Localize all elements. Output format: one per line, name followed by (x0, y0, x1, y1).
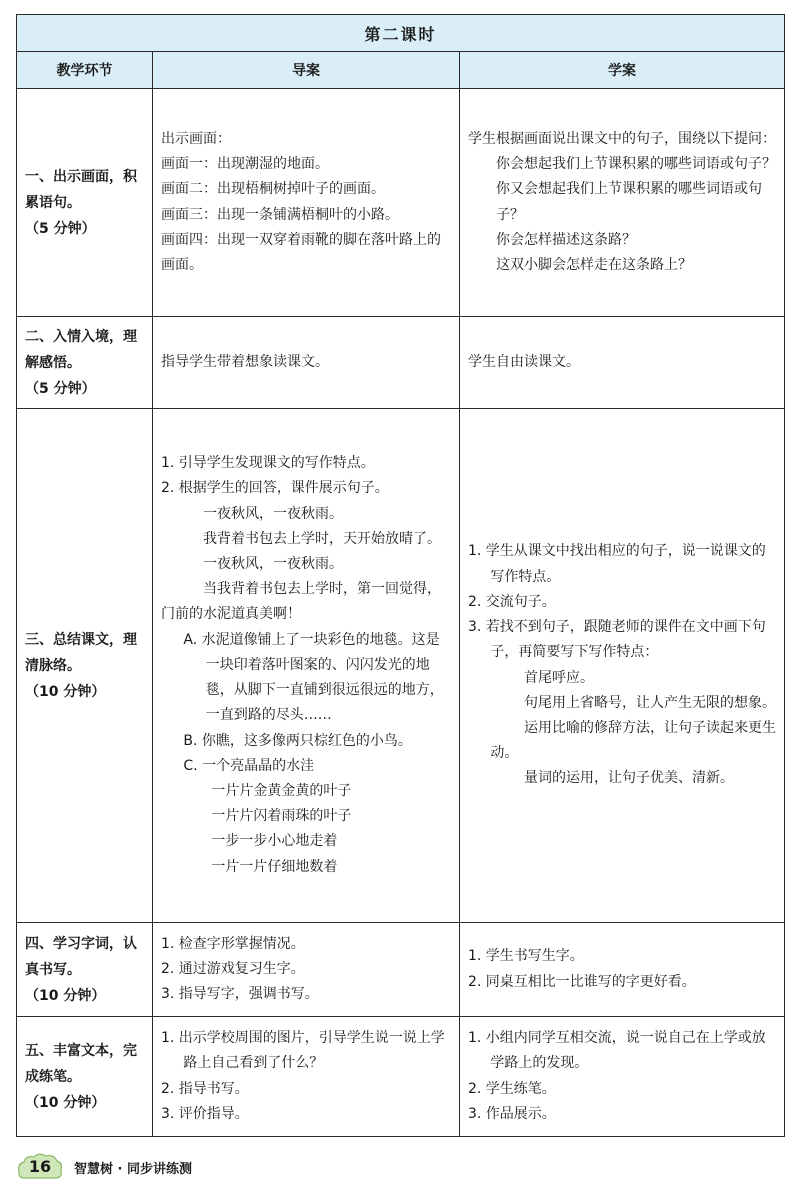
study-line: 2. 交流句子。 (468, 593, 556, 610)
guide-quote: 一夜秋风，一夜秋雨。 (203, 556, 343, 573)
study-line: 你会怎样描述这条路？ (496, 231, 636, 248)
guide-line: 3. 指导写字，强调书写。 (161, 986, 319, 1003)
guide-option-line: 一片片金黄金黄的叶子 (211, 782, 352, 799)
page-footer (16, 1152, 192, 1182)
guide-cell (153, 1017, 460, 1137)
guide-option-line: 一片一片仔细地数着 (211, 858, 338, 875)
stage-title: 四、学习字词，认真书写。 (25, 935, 137, 978)
guide-line: 1. 引导学生发现课文的写作特点。 (161, 455, 375, 472)
guide-line: 画面三：出现一条铺满梧桐叶的小路。 (161, 206, 399, 223)
guide-line: 指导学生带着想象读课文。 (161, 353, 329, 370)
study-line: 3. 若找不到句子，跟随老师的课件在文中画下句子，再简要写下写作特点： (468, 619, 766, 661)
table-row (17, 89, 785, 317)
header-row (17, 52, 785, 89)
stage-cell (17, 89, 153, 317)
guide-cell (153, 409, 460, 923)
study-point: 运用比喻的修辞方法，让句子读起来更生动。 (490, 719, 776, 762)
book-title: 智慧树 · 同步讲练测 (74, 1161, 192, 1177)
stage-cell (17, 1017, 153, 1137)
page-number-badge (16, 1152, 64, 1182)
study-cell (460, 89, 785, 317)
study-point: 量词的运用，让句子优美、清新。 (523, 770, 734, 787)
guide-line: 1. 出示学校周围的图片，引导学生说一说上学路上自己看到了什么？ (161, 1030, 445, 1072)
stage-minutes: （5 分钟） (25, 380, 96, 397)
guide-cell (153, 317, 460, 409)
guide-line: 画面二：出现梧桐树掉叶子的画面。 (161, 181, 385, 198)
study-line: 学生根据画面说出课文中的句子，围绕以下提问： (468, 130, 776, 147)
stage-minutes: （10 分钟） (25, 683, 106, 700)
stage-cell (17, 409, 153, 923)
page-number: 16 (28, 1157, 52, 1176)
guide-option: B. 你瞧，这多像两只棕红色的小鸟。 (183, 732, 412, 749)
guide-cell (153, 923, 460, 1017)
study-line: 1. 小组内同学互相交流，说一说自己在上学或放学路上的发现。 (468, 1030, 766, 1072)
guide-quote: 当我背着书包去上学时，第一回觉得，门前的水泥道真美啊！ (161, 581, 441, 623)
guide-line: 2. 通过游戏复习生字。 (161, 960, 305, 977)
stage-minutes: （10 分钟） (25, 1094, 106, 1111)
guide-cell (153, 89, 460, 317)
lesson-title: 第二课时 (17, 15, 785, 52)
study-line: 2. 学生练笔。 (468, 1080, 556, 1097)
study-line: 1. 学生从课文中找出相应的句子，说一说课文的写作特点。 (468, 543, 766, 585)
guide-line: 2. 指导书写。 (161, 1080, 249, 1097)
study-line: 学生自由读课文。 (468, 353, 580, 370)
table-row (17, 1017, 785, 1137)
header-stage: 教学环节 (17, 52, 153, 89)
header-study: 学案 (460, 52, 785, 89)
study-point: 首尾呼应。 (524, 669, 594, 686)
guide-option-line: 一步一步小心地走着 (211, 833, 338, 850)
stage-cell (17, 923, 153, 1017)
study-cell (460, 923, 785, 1017)
table-row (17, 409, 785, 923)
study-line: 你会想起我们上节课积累的哪些词语或句子？ (496, 156, 776, 173)
stage-title: 三、总结课文，理清脉络。 (25, 631, 137, 674)
guide-line: 画面一：出现潮湿的地面。 (161, 156, 329, 173)
stage-cell (17, 317, 153, 409)
guide-line: 2. 根据学生的回答，课件展示句子。 (161, 480, 389, 497)
stage-title: 一、出示画面，积累语句。 (25, 168, 137, 211)
lesson-plan-table (16, 14, 785, 1137)
study-line: 这双小脚会怎样走在这条路上？ (496, 256, 692, 273)
guide-line: 画面四：出现一双穿着雨靴的脚在落叶路上的画面。 (161, 231, 441, 273)
study-cell (460, 1017, 785, 1137)
study-line: 1. 学生书写生字。 (468, 948, 584, 965)
guide-line: 1. 检查字形掌握情况。 (161, 935, 305, 952)
table-row (17, 923, 785, 1017)
guide-line: 3. 评价指导。 (161, 1105, 249, 1122)
guide-quote: 我背着书包去上学时，天开始放晴了。 (203, 530, 441, 547)
guide-option-line: 一片片闪着雨珠的叶子 (211, 808, 352, 825)
study-cell (460, 317, 785, 409)
study-point: 句尾用上省略号，让人产生无限的想象。 (523, 694, 776, 711)
stage-minutes: （10 分钟） (25, 987, 106, 1004)
study-line: 2. 同桌互相比一比谁写的字更好看。 (468, 973, 696, 990)
guide-quote: 一夜秋风，一夜秋雨。 (203, 505, 343, 522)
guide-line: 出示画面： (161, 130, 231, 147)
table-row (17, 317, 785, 409)
guide-option: C. 一个亮晶晶的水洼 (183, 757, 315, 774)
guide-option: A. 水泥道像铺上了一块彩色的地毯。这是一块印着落叶图案的、闪闪发光的地毯，从脚下一直铺到很远很远的地方，一直到路的尽头…… (183, 631, 444, 724)
study-line: 3. 作品展示。 (468, 1105, 556, 1122)
stage-minutes: （5 分钟） (25, 220, 96, 237)
stage-title: 二、入情入境，理解感悟。 (25, 328, 137, 371)
study-cell (460, 409, 785, 923)
stage-title: 五、丰富文本，完成练笔。 (25, 1042, 137, 1085)
study-line: 你又会想起我们上节课积累的哪些词语或句子？ (496, 181, 762, 223)
header-guide: 导案 (153, 52, 460, 89)
